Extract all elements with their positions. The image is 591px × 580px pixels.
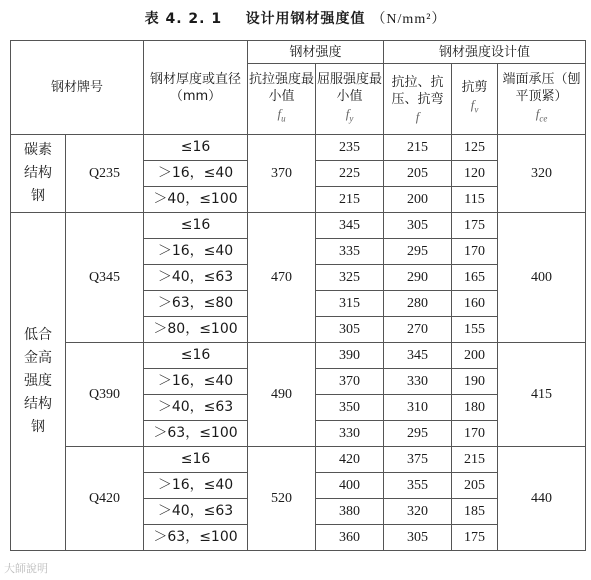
fu-cell: 520 [248, 447, 316, 551]
fv-cell: 155 [452, 317, 498, 343]
fce-cell: 400 [498, 213, 586, 343]
table-body [11, 135, 586, 551]
fy-cell: 235 [316, 135, 384, 161]
fy-cell: 420 [316, 447, 384, 473]
header-grade: 钢材牌号 [11, 41, 144, 135]
fv-cell: 165 [452, 265, 498, 291]
f-cell: 355 [384, 473, 452, 499]
fv-cell: 185 [452, 499, 498, 525]
fv-cell: 215 [452, 447, 498, 473]
f-cell: 375 [384, 447, 452, 473]
f-cell: 320 [384, 499, 452, 525]
thickness-cell: ＞63，≤100 [144, 525, 248, 551]
f-cell: 200 [384, 187, 452, 213]
f-cell: 330 [384, 369, 452, 395]
thickness-cell: ＞40，≤100 [144, 187, 248, 213]
f-cell: 270 [384, 317, 452, 343]
category-cell: 低合金高强度结构钢 [11, 213, 66, 551]
header-f-label: 抗拉、抗压、抗弯 [391, 74, 444, 107]
thickness-cell: ＞16，≤40 [144, 161, 248, 187]
table-number: 表 4. 2. 1 [144, 11, 223, 27]
header-fy [316, 64, 384, 135]
thickness-cell: ≤16 [144, 343, 248, 369]
f-cell: 310 [384, 395, 452, 421]
thickness-cell: ＞16，≤40 [144, 239, 248, 265]
fv-cell: 190 [452, 369, 498, 395]
thickness-cell: ≤16 [144, 135, 248, 161]
fu-cell: 470 [248, 213, 316, 343]
header-fv [452, 64, 498, 135]
f-cell: 295 [384, 421, 452, 447]
f-cell: 280 [384, 291, 452, 317]
fy-cell: 400 [316, 473, 384, 499]
f-cell: 290 [384, 265, 452, 291]
thickness-cell: ≤16 [144, 213, 248, 239]
table-row [11, 135, 586, 161]
fv-cell: 205 [452, 473, 498, 499]
fy-cell: 225 [316, 161, 384, 187]
grade-cell: Q345 [66, 213, 144, 343]
f-cell: 295 [384, 239, 452, 265]
header-f [384, 64, 452, 135]
fv-cell: 175 [452, 525, 498, 551]
table-row [11, 343, 586, 369]
fce-cell: 440 [498, 447, 586, 551]
fv-cell: 160 [452, 291, 498, 317]
fy-cell: 360 [316, 525, 384, 551]
fy-cell: 380 [316, 499, 384, 525]
thickness-cell: ＞40，≤63 [144, 499, 248, 525]
fv-cell: 200 [452, 343, 498, 369]
fy-cell: 215 [316, 187, 384, 213]
f-cell: 305 [384, 525, 452, 551]
table-unit: （N/mm²） [371, 12, 447, 27]
header-fu-symbol: $f_u$ [277, 105, 286, 124]
header-design-group: 钢材强度设计值 [384, 41, 586, 64]
header-fce-symbol: $f_{ce}$ [535, 105, 548, 124]
header-f-symbol: f [415, 108, 420, 124]
header-fu [248, 64, 316, 135]
fv-cell: 170 [452, 421, 498, 447]
fv-cell: 180 [452, 395, 498, 421]
table-caption: 设计用钢材强度值 [245, 11, 366, 27]
header-fv-label: 抗剪 [461, 80, 488, 96]
fy-cell: 350 [316, 395, 384, 421]
header-fce [498, 64, 586, 135]
fu-cell: 370 [248, 135, 316, 213]
thickness-cell: ＞40，≤63 [144, 395, 248, 421]
steel-strength-table [10, 40, 586, 551]
fy-cell: 315 [316, 291, 384, 317]
fv-cell: 170 [452, 239, 498, 265]
f-cell: 305 [384, 213, 452, 239]
grade-cell: Q235 [66, 135, 144, 213]
fce-cell: 320 [498, 135, 586, 213]
header-fce-label: 端面承压（刨平顶紧） [502, 71, 581, 104]
thickness-cell: ≤16 [144, 447, 248, 473]
fy-cell: 370 [316, 369, 384, 395]
header-thickness: 钢材厚度或直径（mm） [144, 41, 248, 135]
thickness-cell: ＞40，≤63 [144, 265, 248, 291]
thickness-cell: ＞63，≤100 [144, 421, 248, 447]
f-cell: 215 [384, 135, 452, 161]
table-title [0, 8, 591, 28]
fy-cell: 325 [316, 265, 384, 291]
fy-cell: 305 [316, 317, 384, 343]
fy-cell: 335 [316, 239, 384, 265]
f-cell: 205 [384, 161, 452, 187]
header-strength-group: 钢材强度 [248, 41, 384, 64]
header-fv-symbol: $f_v$ [470, 97, 479, 115]
grade-cell: Q390 [66, 343, 144, 447]
fv-cell: 120 [452, 161, 498, 187]
fv-cell: 125 [452, 135, 498, 161]
thickness-cell: ＞80，≤100 [144, 317, 248, 343]
thickness-cell: ＞16，≤40 [144, 369, 248, 395]
table-row [11, 447, 586, 473]
fy-cell: 390 [316, 343, 384, 369]
table-row [11, 213, 586, 239]
thickness-cell: ＞63，≤80 [144, 291, 248, 317]
f-cell: 345 [384, 343, 452, 369]
fv-cell: 175 [452, 213, 498, 239]
watermark: 大師說明 [4, 562, 48, 575]
grade-cell: Q420 [66, 447, 144, 551]
thickness-cell: ＞16，≤40 [144, 473, 248, 499]
fv-cell: 115 [452, 187, 498, 213]
header-fy-symbol: $f_y$ [345, 105, 354, 124]
fy-cell: 330 [316, 421, 384, 447]
header-fy-label: 屈服强度最小值 [317, 71, 383, 104]
header-fu-label: 抗拉强度最小值 [249, 71, 315, 104]
fu-cell: 490 [248, 343, 316, 447]
category-cell: 碳素结构钢 [11, 135, 66, 213]
fy-cell: 345 [316, 213, 384, 239]
fce-cell: 415 [498, 343, 586, 447]
